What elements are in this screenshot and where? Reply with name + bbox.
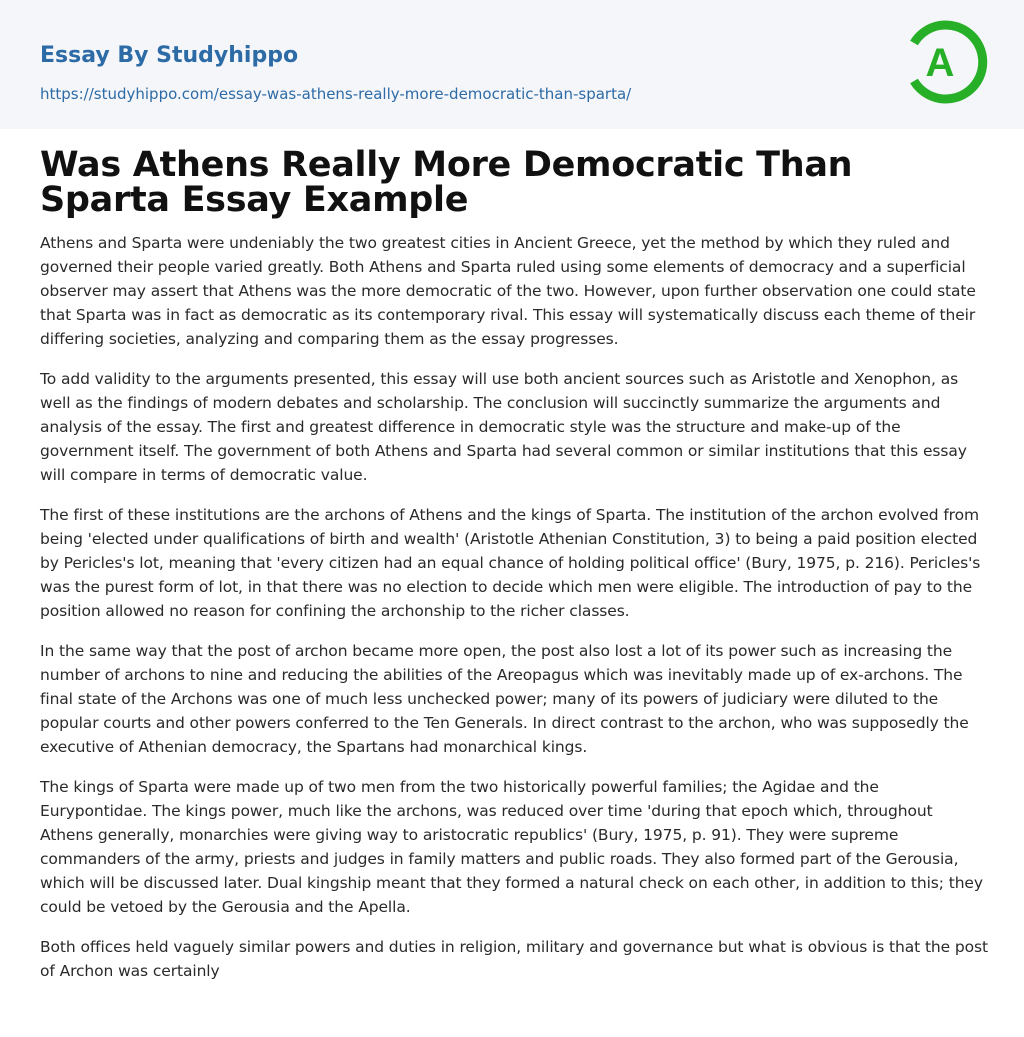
paragraph-1: Athens and Sparta were undeniably the two greatest cities in Ancient Greece, yet the method by which they ruled and governed their people varied greatly. Both Athens and Sparta ruled using some elements of democracy and a superficial observer may assert that Athens was the more democratic of the two. However, upon further observation one could state that Sparta was in fact as democratic as its contemporary rival. This essay will systematically discuss each theme of their differing societies, analyzing and comparing them as the essay progresses. bbox=[40, 234, 976, 348]
logo-letter: A bbox=[925, 41, 955, 85]
site-title[interactable]: Essay By Studyhippo bbox=[40, 43, 299, 68]
paragraph-5: The kings of Sparta were made up of two men from the two historically powerful families; the Agidae and the Eurypontidae. The kings power, much like the archons, was reduced over time 'during that epoch which, throughout Athens generally, monarchies were giving way to aristocratic republics' (Bury, 1975, p. 91). They were supreme commanders of the army, priests and judges in family matters and public roads. They also formed part of the Gerousia, which will be discussed later. Dual kingship meant that they formed a natural check on each other, in addition to this; they could be vetoed by the Gerousia and the Apella. bbox=[40, 778, 983, 916]
studyhippo-logo[interactable] bbox=[906, 16, 990, 108]
logo-ring-icon bbox=[906, 16, 990, 108]
paragraph-6: Both offices held vaguely similar powers and duties in religion, military and governance but what is obvious is that the post of Archon was certainly bbox=[40, 938, 988, 980]
site-header bbox=[0, 0, 1024, 129]
paragraph-4: In the same way that the post of archon became more open, the post also lost a lot of its power such as increasing the number of archons to nine and reducing the abilities of the Areopagus which was inevitably made up of ex-archons. The final state of the Archons was one of much less unchecked power; many of its powers of judiciary were diluted to the popular courts and other powers conferred to the Ten Generals. In direct contrast to the archon, who was supposedly the executive of Athenian democracy, the Spartans had monarchical kings. bbox=[40, 642, 969, 756]
page-title: Was Athens Really More Democratic Than Sparta Essay Example bbox=[40, 145, 853, 220]
paragraph-3: The first of these institutions are the archons of Athens and the kings of Sparta. The institution of the archon evolved from being 'elected under qualifications of birth and wealth' (Aristotle Athenian Constitution, 3) to being a paid position elected by Pericles's lot, meaning that 'every citizen had an equal chance of holding political office' (Bury, 1975, p. 216). Pericles's was the purest form of lot, in that there was no election to decide which men were eligible. The introduction of pay to the position allowed no reason for confining the archonship to the richer classes. bbox=[40, 506, 981, 620]
source-url-link[interactable]: https://studyhippo.com/essay-was-athens-really-more-democratic-than-sparta/ bbox=[40, 85, 632, 103]
paragraph-2: To add validity to the arguments presented, this essay will use both ancient sources such as Aristotle and Xenophon, as well as the findings of modern debates and scholarship. The conclusion will succinctly summarize the arguments and analysis of the essay. The first and greatest difference in democratic style was the structure and make-up of the government itself. The government of both Athens and Sparta had several common or similar institutions that this essay will compare in terms of democratic value. bbox=[40, 370, 967, 484]
article-content bbox=[40, 145, 990, 999]
